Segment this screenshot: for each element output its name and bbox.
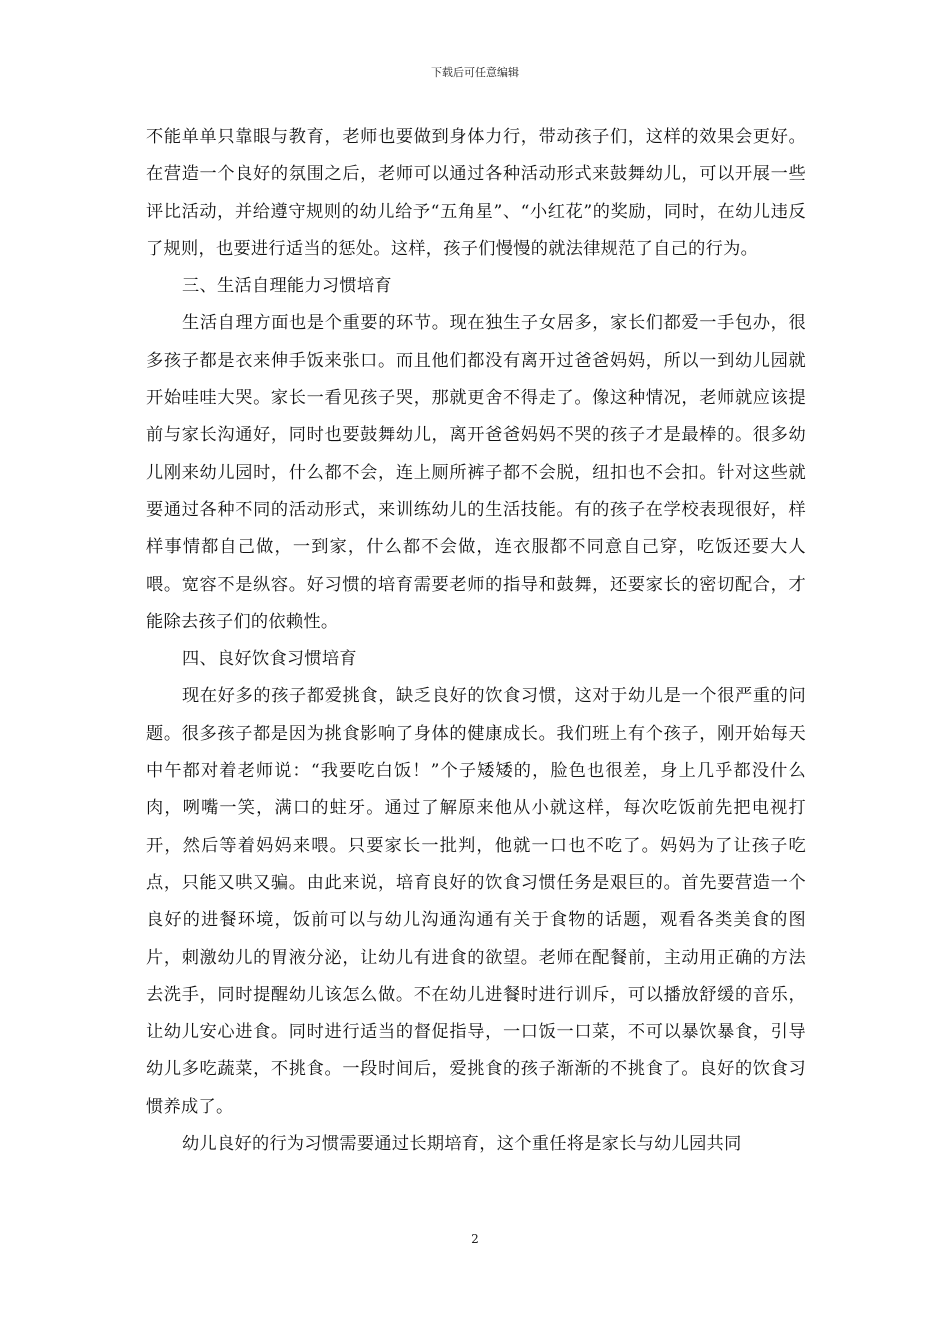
page-number: 2 bbox=[471, 1232, 479, 1246]
document-body bbox=[146, 119, 806, 1163]
paragraph-continued-text: 不能单单只靠眼与教育，老师也要做到身体力行，带动孩子们，这样的效果会更好。在营造一个良好的氛围之后，老师可以通过各种活动形式来鼓舞幼儿，可以开展一些评比活动，并给遵守规则的幼儿给予“五角星”、“小红花”的奖励，同时，在幼儿违反了规则，也要进行适当的惩处。这样，孩子们慢慢的就法律规范了自己的行为。 bbox=[146, 127, 806, 259]
paragraph-self-care: 生活自理方面也是个重要的环节。现在独生子女居多，家长们都爱一手包办，很多孩子都是衣来伸手饭来张口。而且他们都没有离开过爸爸妈妈，所以一到幼儿园就开始哇哇大哭。家长一看见孩子哭，那就更舍不得走了。像这种情况，老师就应该提前与家长沟通好，同时也要鼓舞幼儿，离开爸爸妈妈不哭的孩子才是最棒的。很多幼儿刚来幼儿园时，什么都不会，连上厕所裤子都不会脱，纽扣也不会扣。针对这些就要通过各种不同的活动形式，来训练幼儿的生活技能。有的孩子在学校表现很好，样样事情都自己做，一到家，什么都不会做，连衣服都不同意自己穿，吃饭还要大人喂。宽容不是纵容。好习惯的培育需要老师的指导和鼓舞，还要家长的密切配合，才能除去孩子们的依赖性。 bbox=[146, 313, 806, 632]
page-header: 下载后可任意编辑 bbox=[431, 66, 519, 79]
section-heading-self-care: 三、生活自理能力习惯培育 bbox=[182, 276, 392, 297]
paragraph-eating-habits: 现在好多的孩子都爱挑食，缺乏良好的饮食习惯，这对于幼儿是一个很严重的问题。很多孩子都是因为挑食影响了身体的健康成长。我们班上有个孩子，刚开始每天中午都对着老师说：“我要吃白饭！”个子矮矮的，脸色也很差，身上几乎都没什么肉，咧嘴一笑，满口的蛀牙。通过了解原来他从小就这样，每次吃饭前先把电视打开，然后等着妈妈来喂。只要家长一批判，他就一口也不吃了。妈妈为了让孩子吃点，只能又哄又骗。由此来说，培育良好的饮食习惯任务是艰巨的。首先要营造一个良好的进餐环境，饭前可以与幼儿沟通沟通有关于食物的话题，观看各类美食的图片，刺激幼儿的胃液分泌，让幼儿有进食的欲望。老师在配餐前，主动用正确的方法去洗手，同时提醒幼儿该怎么做。不在幼儿进餐时进行训斥，可以播放舒缓的音乐，让幼儿安心进食。同时进行适当的督促指导，一口饭一口菜，不可以暴饮暴食，引导幼儿多吃蔬菜，不挑食。一段时间后，爱挑食的孩子渐渐的不挑食了。良好的饮食习惯养成了。 bbox=[146, 686, 806, 1117]
paragraph-conclusion: 幼儿良好的行为习惯需要通过长期培育，这个重任将是家长与幼儿园共同 bbox=[182, 1134, 742, 1155]
section-heading-eating-habits: 四、良好饮食习惯培育 bbox=[182, 649, 357, 670]
